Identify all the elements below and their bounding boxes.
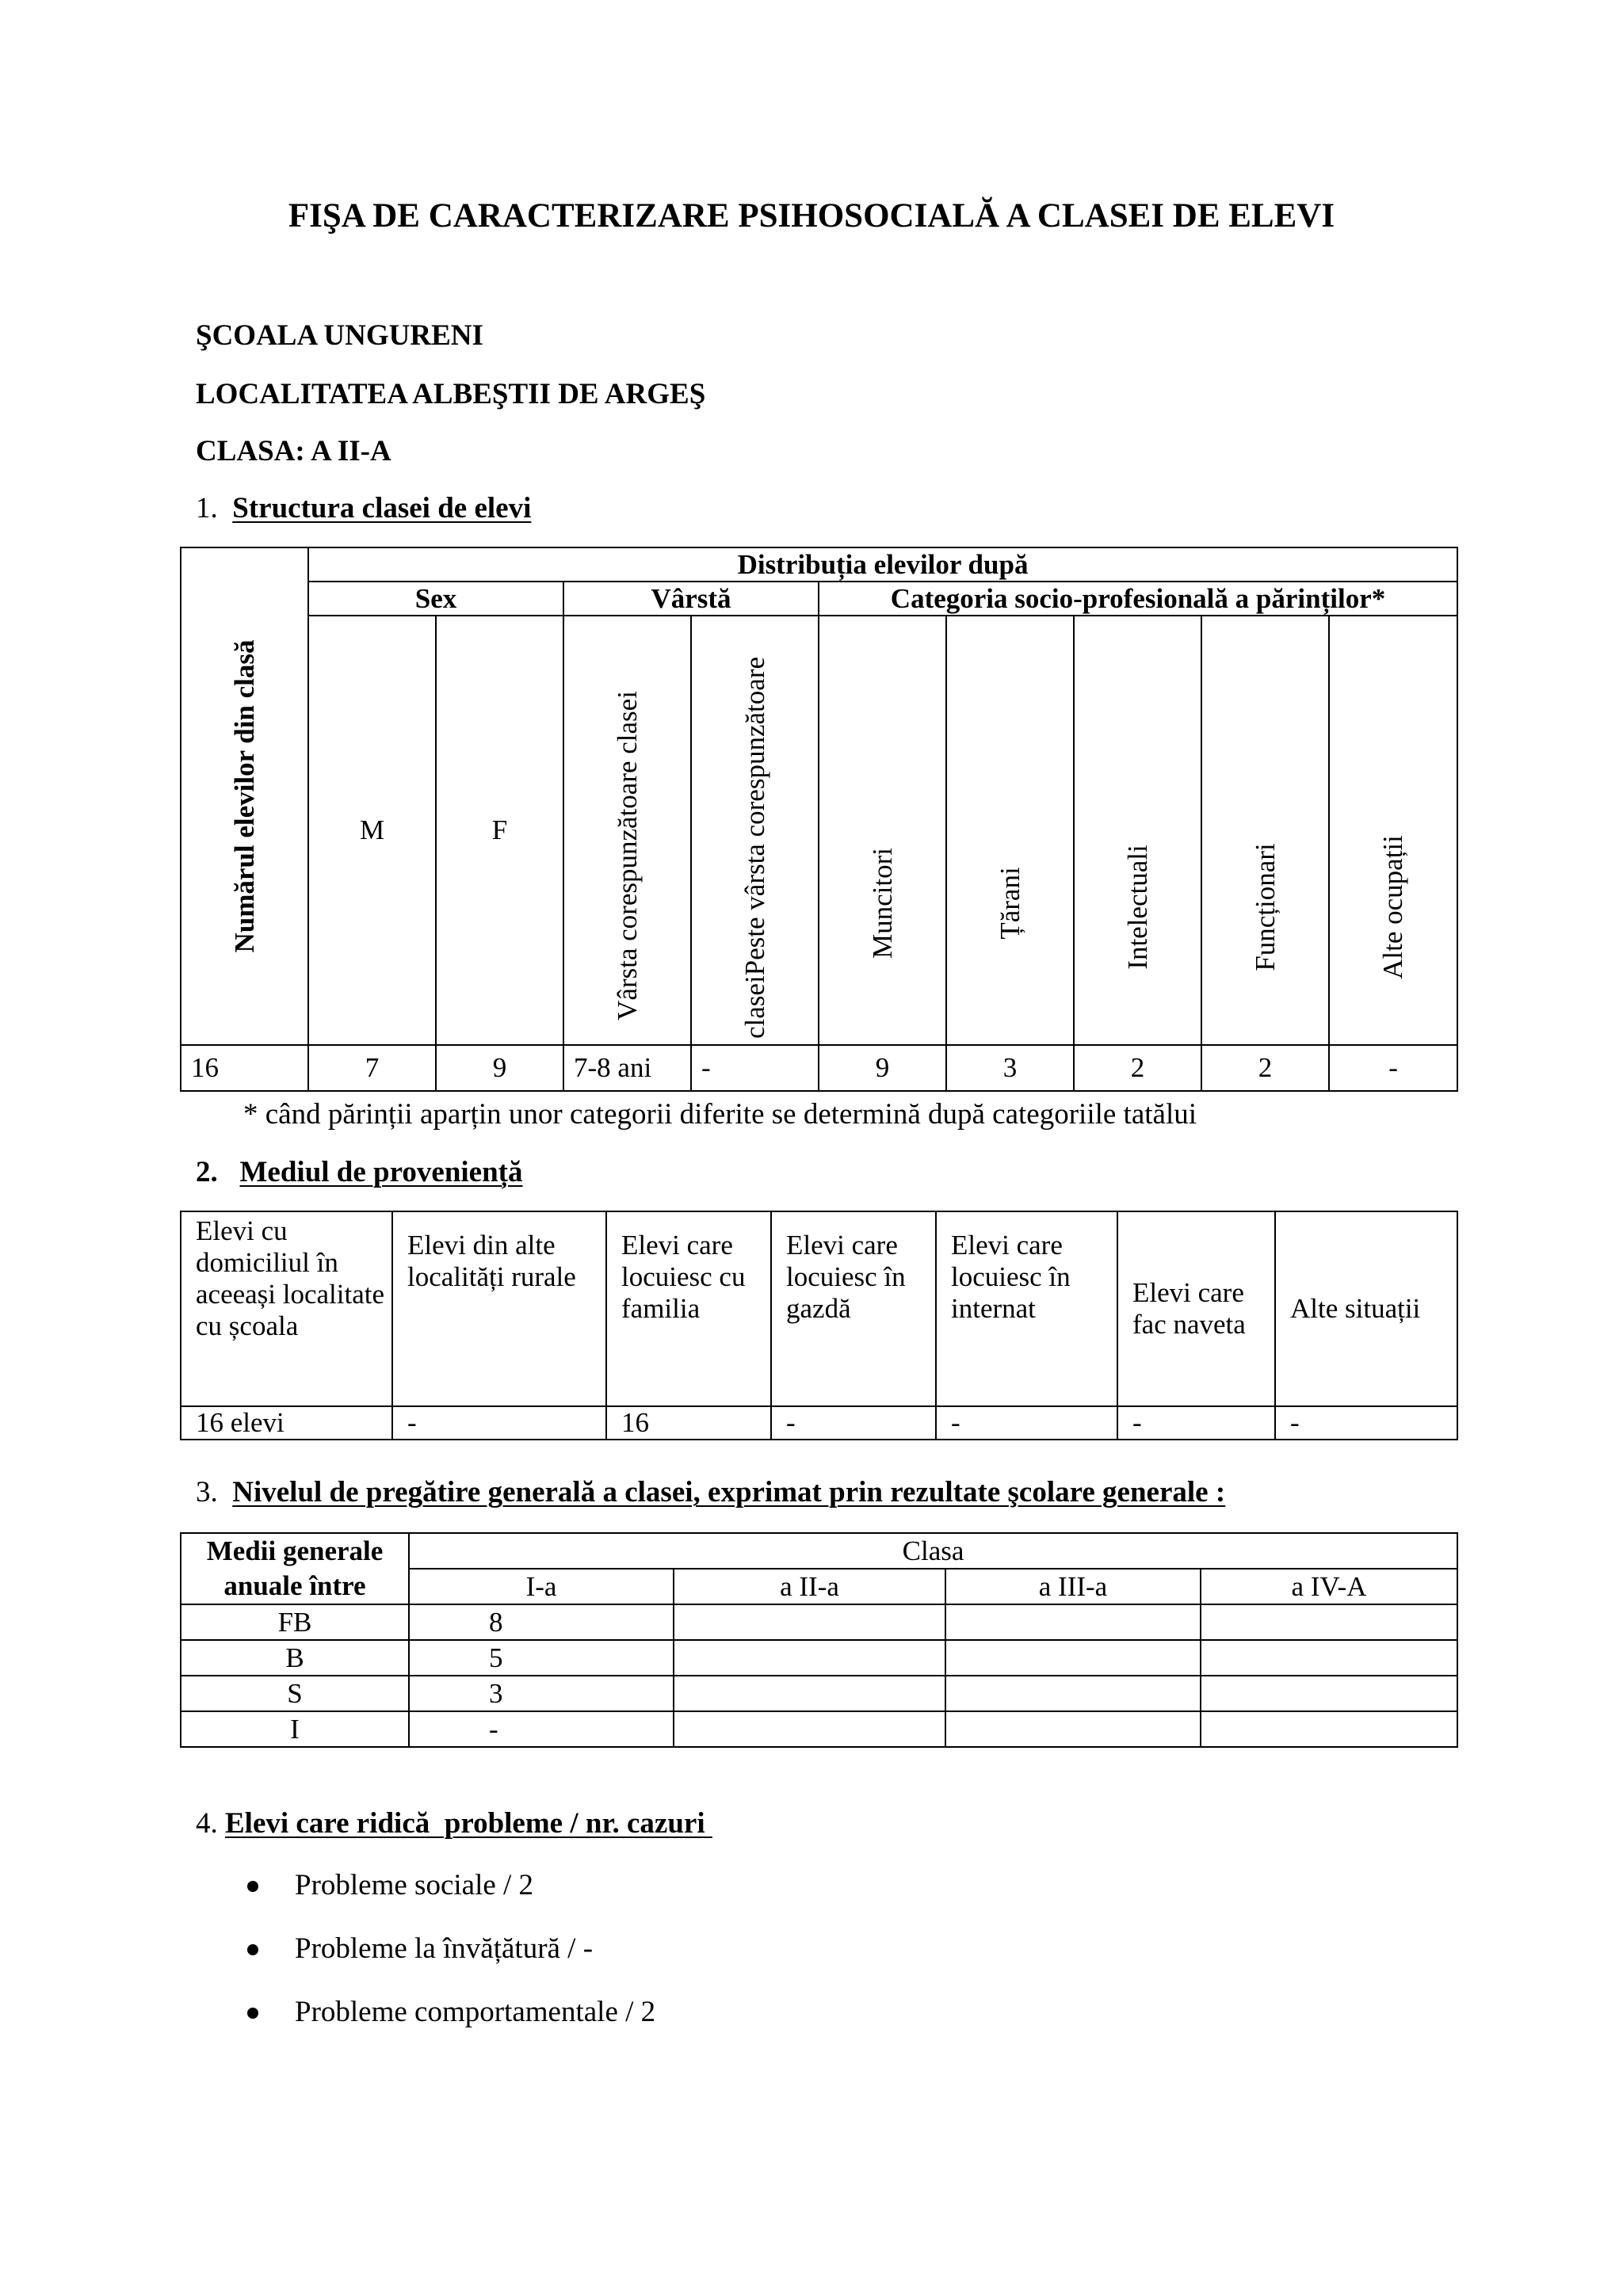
cell-age-over: - [691, 1045, 819, 1091]
origin-header: Elevi care fac naveta [1117, 1211, 1275, 1406]
grade-value: 5 [409, 1640, 674, 1676]
grade-value: 3 [409, 1676, 674, 1711]
grade-value [945, 1711, 1201, 1747]
results-table [180, 1532, 1458, 1748]
bullet-icon [247, 1881, 258, 1892]
table-row [181, 1406, 1457, 1440]
section-3-title: Nivelul de pregătire generală a clasei, exprimat prin rezultate şcolare generale : [232, 1476, 1226, 1508]
grade-value [945, 1604, 1201, 1640]
table-row [181, 1711, 1457, 1747]
origin-header: Elevi care locuiesc în gazdă [771, 1211, 936, 1406]
origin-value: 16 elevi [181, 1406, 392, 1440]
section-2-number: 2. [196, 1156, 218, 1188]
class-col: I-a [409, 1569, 674, 1604]
section-2-heading [196, 1155, 523, 1189]
cell-officials: 2 [1201, 1045, 1329, 1091]
bullet-icon [247, 1944, 258, 1955]
grade-label: FB [181, 1604, 409, 1640]
student-count-header: Numărul elevilor din clasă [181, 547, 308, 1045]
origin-header: Alte situații [1275, 1211, 1457, 1406]
footnote: * când părinții aparțin unor categorii diferite se determină după categoriile tatălui [243, 1098, 1197, 1131]
origin-header: Elevi care locuiesc cu familia [606, 1211, 771, 1406]
class-header: Clasa [409, 1533, 1457, 1569]
grade-value [1201, 1640, 1457, 1676]
cell-f: 9 [436, 1045, 563, 1091]
grade-label: S [181, 1676, 409, 1711]
origin-value: - [392, 1406, 606, 1440]
grade-label: I [181, 1711, 409, 1747]
section-4-heading [196, 1806, 712, 1840]
col-m: M [308, 616, 436, 1045]
grade-value: 8 [409, 1604, 674, 1640]
section-1-heading [196, 491, 531, 525]
section-2-title: Mediul de proveniență [239, 1156, 523, 1188]
age-header: Vârstă [563, 582, 819, 616]
grade-range-header: Medii generale anuale între [181, 1533, 409, 1604]
grade-value [1201, 1676, 1457, 1711]
table-row [181, 1045, 1457, 1091]
origin-value: - [936, 1406, 1117, 1440]
col-peasants: Țărani [946, 616, 1074, 1045]
distribution-header: Distribuția elevilor după [308, 547, 1457, 582]
section-4-number: 4. [196, 1807, 218, 1840]
origin-header: Elevi cu domiciliul în aceeași localitate cu școala [181, 1211, 392, 1406]
class-col: a III-a [945, 1569, 1201, 1604]
origin-header: Elevi care locuiesc în internat [936, 1211, 1117, 1406]
origin-value: - [771, 1406, 936, 1440]
grade-label: B [181, 1640, 409, 1676]
grade-value [945, 1676, 1201, 1711]
col-intellectuals: Intelectuali [1074, 616, 1201, 1045]
origin-value: - [1117, 1406, 1275, 1440]
origin-table [180, 1211, 1458, 1440]
cell-peasants: 3 [946, 1045, 1074, 1091]
grade-value [674, 1711, 945, 1747]
table-row [181, 1640, 1457, 1676]
locality: LOCALITATEA ALBEŞTII DE ARGEŞ [196, 378, 706, 410]
cell-age-match: 7-8 ani [563, 1045, 691, 1091]
class-name: CLASA: A II-A [196, 435, 391, 467]
col-other: Alte ocupații [1329, 616, 1457, 1045]
cell-count: 16 [181, 1045, 308, 1091]
bullet-icon [247, 2008, 258, 2019]
col-workers: Muncitori [819, 616, 946, 1045]
section-3-heading [196, 1475, 1225, 1509]
table-row [181, 1604, 1457, 1640]
grade-value [674, 1604, 945, 1640]
cell-m: 7 [308, 1045, 436, 1091]
origin-value: 16 [606, 1406, 771, 1440]
grade-value [674, 1676, 945, 1711]
cell-other: - [1329, 1045, 1457, 1091]
origin-value: - [1275, 1406, 1457, 1440]
school-name: ŞCOALA UNGURENI [196, 319, 483, 352]
section-4-title: Elevi care ridică probleme / nr. cazuri [225, 1807, 712, 1840]
cell-intellectuals: 2 [1074, 1045, 1201, 1091]
origin-header: Elevi din alte localități rurale [392, 1211, 606, 1406]
cell-workers: 9 [819, 1045, 946, 1091]
section-1-title: Structura clasei de elevi [232, 492, 532, 524]
section-3-number: 3. [196, 1476, 218, 1508]
class-structure-table [180, 547, 1458, 1092]
grade-value [945, 1640, 1201, 1676]
document-title: FIŞA DE CARACTERIZARE PSIHOSOCIALĂ A CLASEI DE ELEVI [288, 197, 1335, 235]
sex-header: Sex [308, 582, 563, 616]
grade-value [674, 1640, 945, 1676]
category-header: Categoria socio-profesională a părinților* [819, 582, 1457, 616]
col-officials: Funcționari [1201, 616, 1329, 1045]
grade-value [1201, 1604, 1457, 1640]
col-age-match: Vârsta corespunzătoare clasei [563, 616, 691, 1045]
grade-value: - [409, 1711, 674, 1747]
table-row [181, 1676, 1457, 1711]
col-f: F [436, 616, 563, 1045]
section-1-number: 1. [196, 492, 218, 524]
class-col: a IV-A [1201, 1569, 1457, 1604]
class-col: a II-a [674, 1569, 945, 1604]
col-age-over: claseiPeste vârsta corespunzătoare [691, 616, 819, 1045]
grade-value [1201, 1711, 1457, 1747]
